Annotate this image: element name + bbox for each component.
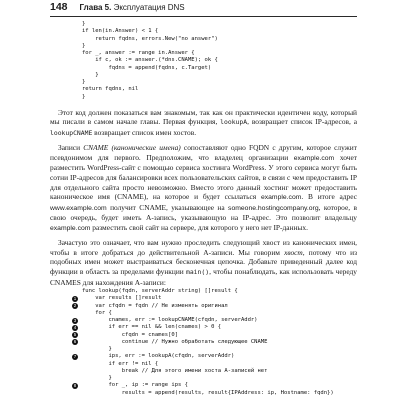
text-span: Этот код должен показаться вам знакомым, так как он практически идентичен коду, который мы писали в самом начале главы. Первая функция,	[50, 107, 357, 127]
code-line	[73, 331, 357, 339]
code-text: }	[82, 42, 86, 49]
callout-badge: 4	[73, 324, 77, 330]
callout-badge: 5	[73, 332, 77, 338]
code-line	[73, 295, 357, 302]
code-text: ips, err := lookupA(cfqdn, serverAddr)	[82, 353, 235, 360]
paragraph-lookup-functions	[50, 108, 357, 139]
code-listing-top	[50, 21, 357, 101]
paragraph-cname-chain	[50, 238, 357, 287]
callout-badge: 8	[73, 382, 77, 388]
domain-example-com: example.com	[293, 154, 335, 162]
code-listing-lookup	[50, 288, 357, 397]
code-text: fqdns = append(fqdns, c.Target)	[82, 64, 212, 71]
callout-badge: 3	[73, 317, 77, 323]
code-line	[82, 94, 357, 101]
code-text: continue // Нужно обработать следующее CNAME	[82, 338, 268, 345]
code-line	[82, 390, 357, 397]
code-line	[82, 375, 357, 382]
code-text: }	[82, 93, 86, 100]
code-line	[82, 310, 357, 317]
code-line	[73, 338, 357, 346]
code-text: }	[82, 346, 112, 353]
code-text: if err != nil {	[82, 360, 159, 367]
chapter-title: Эксплуатация DNS	[113, 3, 185, 12]
code-text: for {	[82, 309, 112, 316]
callout-badge: 6	[73, 339, 77, 345]
text-span: , потому что из подобных имен может выстраиваться бесконечная цепочка. Добавьте приведенный далее код функции в область за пределами функции	[50, 247, 357, 276]
text-span: , чтобы понаблюдать, как использовать череду CNAMES для нахождения A-записи:	[50, 266, 357, 287]
text-span: . В итоге адрес	[301, 192, 357, 202]
code-text: cfqdn = cnames[0]	[82, 331, 179, 338]
code-text: func lookup(fqdn, serverAddr string) []result {	[82, 288, 238, 295]
code-line	[82, 21, 357, 28]
callout-badge: 2	[73, 303, 77, 309]
code-line	[82, 79, 357, 86]
code-line	[82, 346, 357, 353]
code-line	[82, 57, 357, 64]
paragraph-cname-explanation	[50, 143, 357, 233]
text-span: Зачастую это означает, что вам нужно проследить следующий хвост из канонических имен, чтобы в итоге добраться до действительной A-записи. Мы говорим	[50, 238, 357, 257]
domain-www-example-com: www.example.com	[50, 204, 107, 212]
code-line	[73, 324, 357, 331]
code-text: cnames, err := lookupCNAME(cfqdn, serverAddr)	[82, 317, 258, 324]
text-span: получит CNAME, указывающее на	[106, 202, 229, 212]
text-span: сопоставляют одно FQDN с другим, которое служит псевдонимом для первого. Предположим, что владелец организации	[50, 143, 357, 162]
code-line	[73, 302, 357, 310]
code-line	[73, 353, 357, 360]
term-cname: CNAME (канонические имена)	[83, 143, 181, 153]
text-span: Записи	[58, 143, 84, 153]
code-line	[82, 361, 357, 368]
code-line	[73, 382, 357, 389]
chapter-heading	[80, 3, 185, 12]
domain-example-com: example.com	[50, 224, 91, 232]
code-text: if len(in.Answer) < 1 {	[82, 28, 159, 35]
inline-code-lookupcname: lookupCNAME	[50, 128, 93, 137]
code-text: return fqdns, nil	[82, 86, 139, 93]
code-text: results = append(results, result{IPAddress: ip, Hostname: fqdn})	[82, 389, 334, 396]
running-header	[50, 0, 357, 17]
text-span: разместить свой сайт на сервере, для которого у него нет IP-данных.	[90, 222, 308, 232]
code-line	[82, 65, 357, 72]
term-tail: хвост	[284, 247, 303, 257]
code-line	[82, 72, 357, 79]
code-text: if c, ok := answer.(*dns.CNAME); ok {	[82, 57, 218, 64]
callout-badge: 7	[73, 353, 77, 359]
text-span: , которое, в свою очередь, будет иметь A-запись, указывающую на IP-адрес. Это позволит владельцу	[50, 202, 357, 223]
inline-code-lookupa: lookupA	[220, 118, 248, 127]
text-span: , возвращает список IP-адресов, а	[247, 117, 357, 127]
page-number: 148	[50, 1, 68, 13]
chapter-label: Глава 5.	[79, 3, 112, 12]
code-text: for _, ip := range ips {	[82, 382, 188, 389]
code-line	[82, 288, 357, 295]
code-text: }	[82, 71, 99, 78]
code-line	[82, 36, 357, 43]
code-text: }	[82, 375, 112, 382]
code-text: var cfqdn = fqdn // Не изменять оригинал	[82, 302, 228, 309]
code-line	[73, 317, 357, 324]
code-text: }	[82, 79, 86, 85]
code-line	[82, 86, 357, 93]
domain-hostingcompany: someone.hostingcompany.org	[228, 204, 319, 212]
domain-example-com: example.com	[260, 194, 302, 202]
code-text: break // Для этого имени хоста A-записей нет	[82, 367, 268, 374]
text-span: возвращает список имен хостов.	[92, 127, 197, 137]
inline-code-main: main()	[185, 267, 210, 276]
code-line	[82, 50, 357, 57]
code-text: for _, answer := range in.Answer {	[82, 50, 195, 56]
code-text: }	[82, 21, 86, 27]
callout-badge: 1	[73, 295, 77, 301]
code-line	[82, 28, 357, 35]
code-line	[82, 368, 357, 375]
code-text: return fqdns, errors.New("no answer")	[82, 35, 218, 42]
code-text: if err == nil && len(cnames) > 0 {	[82, 324, 222, 331]
code-line	[82, 43, 357, 50]
code-text: var results []result	[82, 295, 162, 302]
text-span: хочет разместить WordPress-сайт с помощью сервиса хостинга WordPress. У этого сервиса могут быть сотни IP-адресов для балансировки всех пользовательских сайтов, в связи с чем предоставить IP для отдельного сайта просто невозможно. Вместо этого данный хостинг может предоставить каноническое имя (CNAME), на которое и будет ссылаться	[50, 152, 357, 202]
